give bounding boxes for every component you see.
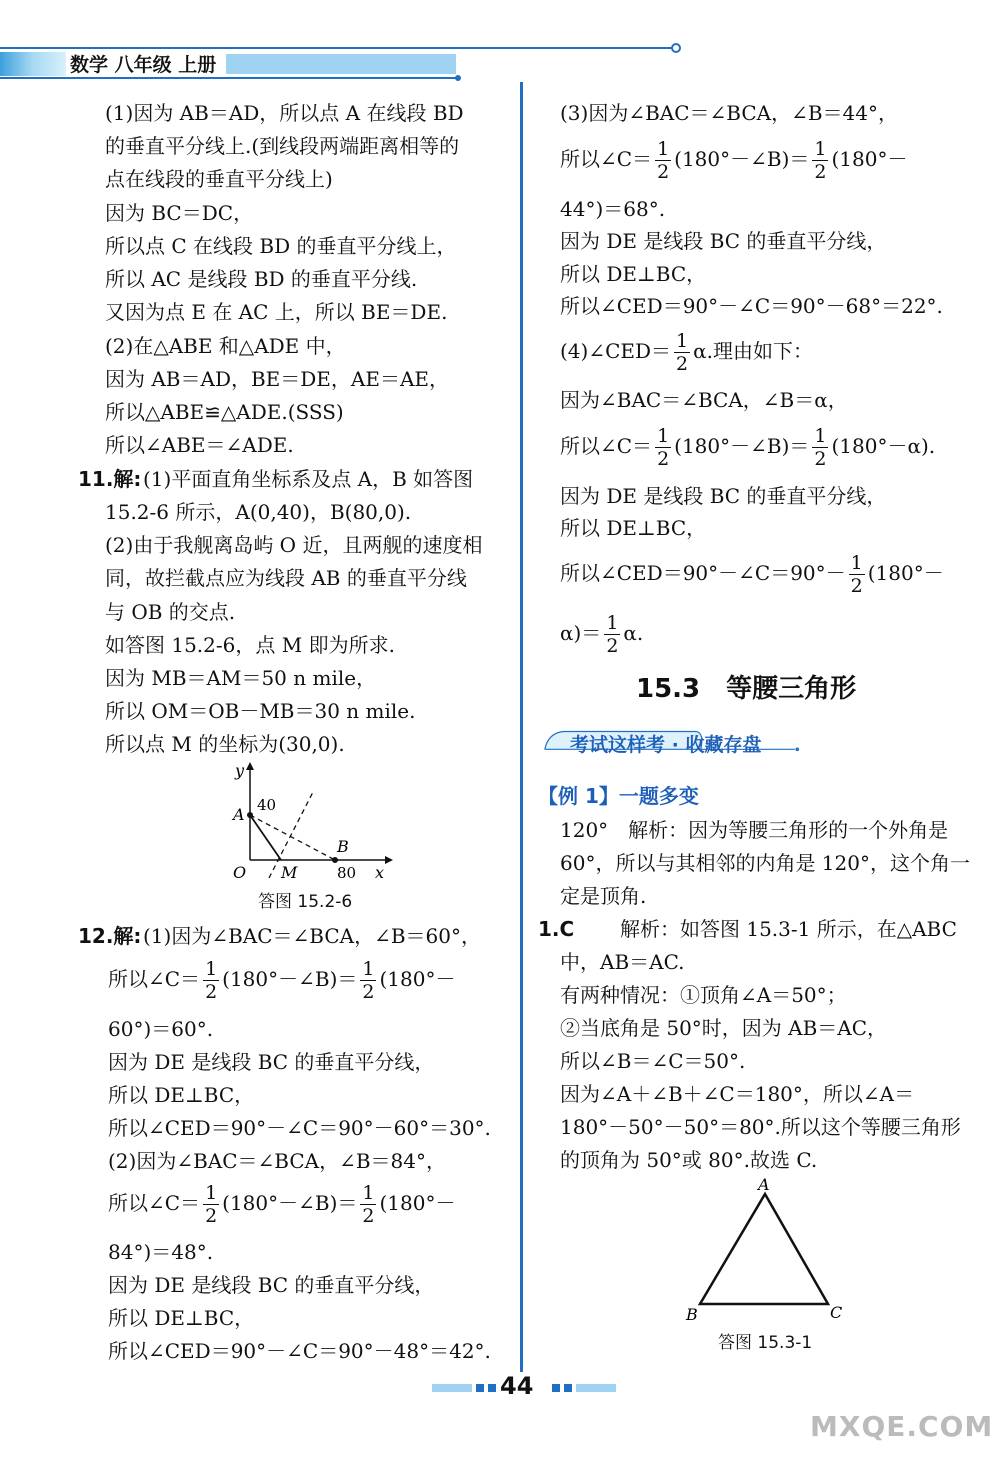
- text-line: 定是顶角.: [560, 884, 647, 908]
- text-segment: α.理由如下：: [693, 339, 813, 363]
- text-line: 所以 DE⊥BC，: [560, 516, 707, 540]
- text-segment: (180°－∠B)＝: [674, 147, 810, 171]
- figure-triangle: [680, 1172, 850, 1322]
- figure-caption: 答图 15.2-6: [258, 892, 353, 912]
- text-segment: (180°－∠B)＝: [674, 434, 810, 458]
- text-line: 所以 DE⊥BC，: [108, 1306, 255, 1330]
- fraction-line: [108, 958, 455, 1003]
- fraction: $\frac{1}{2}$: [362, 958, 375, 1003]
- question-number: 1.C: [538, 917, 575, 941]
- axis-x-label: x: [375, 863, 385, 882]
- fraction: $\frac{1}{2}$: [657, 138, 670, 183]
- text-segment: α.: [623, 621, 644, 645]
- question-number: 12.解:: [78, 924, 142, 948]
- text-line: (2)因为∠BAC＝∠BCA，∠B＝84°，: [108, 1149, 447, 1173]
- text-line: 所以点 M 的坐标为(30,0).: [105, 732, 345, 756]
- value-40: 40: [257, 796, 277, 814]
- fraction-line: [560, 138, 907, 183]
- text-segment: 所以∠C＝: [108, 1191, 201, 1215]
- fraction: $\frac{1}{2}$: [850, 552, 863, 597]
- fraction: $\frac{1}{2}$: [814, 138, 827, 183]
- fraction: $\frac{1}{2}$: [657, 425, 670, 470]
- fraction: $\frac{1}{2}$: [205, 1182, 218, 1227]
- text-line: (2)在△ABE 和△ADE 中，: [105, 334, 346, 358]
- text-line: 所以 OM＝OB－MB＝30 n mile.: [105, 699, 416, 723]
- text-segment: (4)∠CED＝: [560, 339, 672, 363]
- text-line: 与 OB 的交点.: [105, 600, 236, 624]
- text-line: 所以∠CED＝90°－∠C＝90°－68°＝22°.: [560, 294, 943, 318]
- text-line: 60°)＝60°.: [108, 1017, 214, 1041]
- section-title: 15.3 等腰三角形: [636, 674, 857, 704]
- fraction-line: [560, 612, 643, 657]
- axis-y-label: y: [235, 761, 245, 780]
- fraction-line: [560, 552, 944, 597]
- text-line: 的垂直平分线上.(到线段两端距离相等的: [105, 134, 460, 158]
- text-line: 所以∠ABE＝∠ADE.: [105, 433, 294, 457]
- value-80: 80: [337, 864, 357, 882]
- figure-caption: 答图 15.3-1: [718, 1333, 813, 1353]
- text-line: 有两种情况：①顶角∠A＝50°；: [560, 983, 847, 1007]
- text-line: 因为 DE 是线段 BC 的垂直平分线，: [108, 1050, 435, 1074]
- text-segment: (180°－α).: [831, 434, 936, 458]
- watermark: MXQE.COM: [810, 1410, 994, 1443]
- page-number: 44: [500, 1372, 534, 1400]
- text-line: 所以△ABE≌△ADE.(SSS): [105, 400, 344, 424]
- text-line: 解析：如答图 15.3-1 所示，在△ABC: [620, 917, 957, 941]
- text-segment: (180°－: [867, 561, 944, 585]
- text-segment: (180°－: [379, 1191, 456, 1215]
- column-divider: [520, 82, 523, 1372]
- text-line: 所以 DE⊥BC，: [108, 1083, 255, 1107]
- fraction: $\frac{1}{2}$: [205, 958, 218, 1003]
- figure-coordinate-plane: [225, 760, 395, 885]
- vertex-a-label: A: [758, 1175, 770, 1194]
- text-line: 如答图 15.2-6，点 M 即为所求.: [105, 633, 395, 657]
- text-line: 中，AB＝AC.: [560, 950, 685, 974]
- text-segment: (180°－: [831, 147, 908, 171]
- text-line: 所以点 C 在线段 BD 的垂直平分线上，: [105, 234, 457, 258]
- text-line: 84°)＝48°.: [108, 1240, 214, 1264]
- point-b-label: B: [337, 837, 349, 856]
- text-line: 44°)＝68°.: [560, 197, 666, 221]
- text-line: 因为 DE 是线段 BC 的垂直平分线，: [108, 1273, 435, 1297]
- text-line: (1)因为 AB＝AD，所以点 A 在线段 BD: [105, 101, 464, 125]
- text-line: 120° 解析：因为等腰三角形的一个外角是: [560, 818, 949, 842]
- text-line: 因为 BC＝DC，: [105, 201, 254, 225]
- text-line: 所以∠CED＝90°－∠C＝90°－60°＝30°.: [108, 1116, 491, 1140]
- text-line: 180°－50°－50°＝80°.所以这个等腰三角形: [560, 1115, 961, 1139]
- text-line: 所以 DE⊥BC，: [560, 262, 707, 286]
- text-line: 因为 MB＝AM＝50 n mile，: [105, 666, 377, 690]
- fraction: $\frac{1}{2}$: [606, 612, 619, 657]
- text-line: (3)因为∠BAC＝∠BCA，∠B＝44°，: [560, 101, 899, 125]
- example-label: 【例 1】一题多变: [538, 784, 699, 808]
- fraction: $\frac{1}{2}$: [676, 330, 689, 375]
- text-line: 同，故拦截点应为线段 AB 的垂直平分线: [105, 566, 467, 590]
- header-title: 数学 八年级 上册: [70, 54, 217, 76]
- text-segment: 所以∠C＝: [108, 967, 201, 991]
- vertex-c-label: C: [830, 1303, 843, 1322]
- text-line: 所以∠B＝∠C＝50°.: [560, 1049, 746, 1073]
- banner-title: 考试这样考 · 收藏存盘: [570, 734, 762, 756]
- text-segment: (180°－: [379, 967, 456, 991]
- text-line: (1)因为∠BAC＝∠BCA，∠B＝60°，: [143, 924, 482, 948]
- text-segment: α)＝: [560, 621, 602, 645]
- text-line: 因为 DE 是线段 BC 的垂直平分线，: [560, 229, 887, 253]
- question-number: 11.解:: [78, 467, 142, 491]
- fraction-line: [560, 330, 813, 375]
- vertex-b-label: B: [686, 1305, 698, 1322]
- text-line: 60°，所以与其相邻的内角是 120°，这个角一: [560, 851, 970, 875]
- text-line: 因为 AB＝AD，BE＝DE，AE＝AE，: [105, 367, 449, 391]
- text-line: (1)平面直角坐标系及点 A，B 如答图: [143, 467, 474, 491]
- text-line: 所以 AC 是线段 BD 的垂直平分线.: [105, 267, 418, 291]
- text-segment: (180°－∠B)＝: [222, 967, 358, 991]
- text-line: 15.2-6 所示，A(0,40)，B(80,0).: [105, 500, 412, 524]
- text-line: 因为 DE 是线段 BC 的垂直平分线，: [560, 484, 887, 508]
- text-segment: 所以∠CED＝90°－∠C＝90°－: [560, 561, 846, 585]
- text-line: 所以∠CED＝90°－∠C＝90°－48°＝42°.: [108, 1339, 491, 1363]
- text-line: 因为∠A＋∠B＋∠C＝180°，所以∠A＝: [560, 1082, 915, 1106]
- text-line: 又因为点 E 在 AC 上，所以 BE＝DE.: [105, 300, 448, 324]
- fraction: $\frac{1}{2}$: [814, 425, 827, 470]
- origin-label: O: [233, 863, 247, 882]
- text-segment: 所以∠C＝: [560, 147, 653, 171]
- text-line: 点在线段的垂直平分线上): [105, 167, 333, 191]
- fraction-line: [108, 1182, 455, 1227]
- point-a-label: A: [233, 805, 245, 824]
- text-line: 的顶角为 50°或 80°.故选 C.: [560, 1148, 818, 1172]
- text-segment: 所以∠C＝: [560, 434, 653, 458]
- fraction-line: [560, 425, 935, 470]
- text-line: ②当底角是 50°时，因为 AB＝AC，: [560, 1016, 888, 1040]
- text-line: (2)由于我舰离岛屿 O 近，且两舰的速度相: [105, 533, 483, 557]
- fraction: $\frac{1}{2}$: [362, 1182, 375, 1227]
- text-line: 因为∠BAC＝∠BCA，∠B＝α，: [560, 388, 848, 412]
- point-m-label: M: [281, 863, 298, 882]
- text-segment: (180°－∠B)＝: [222, 1191, 358, 1215]
